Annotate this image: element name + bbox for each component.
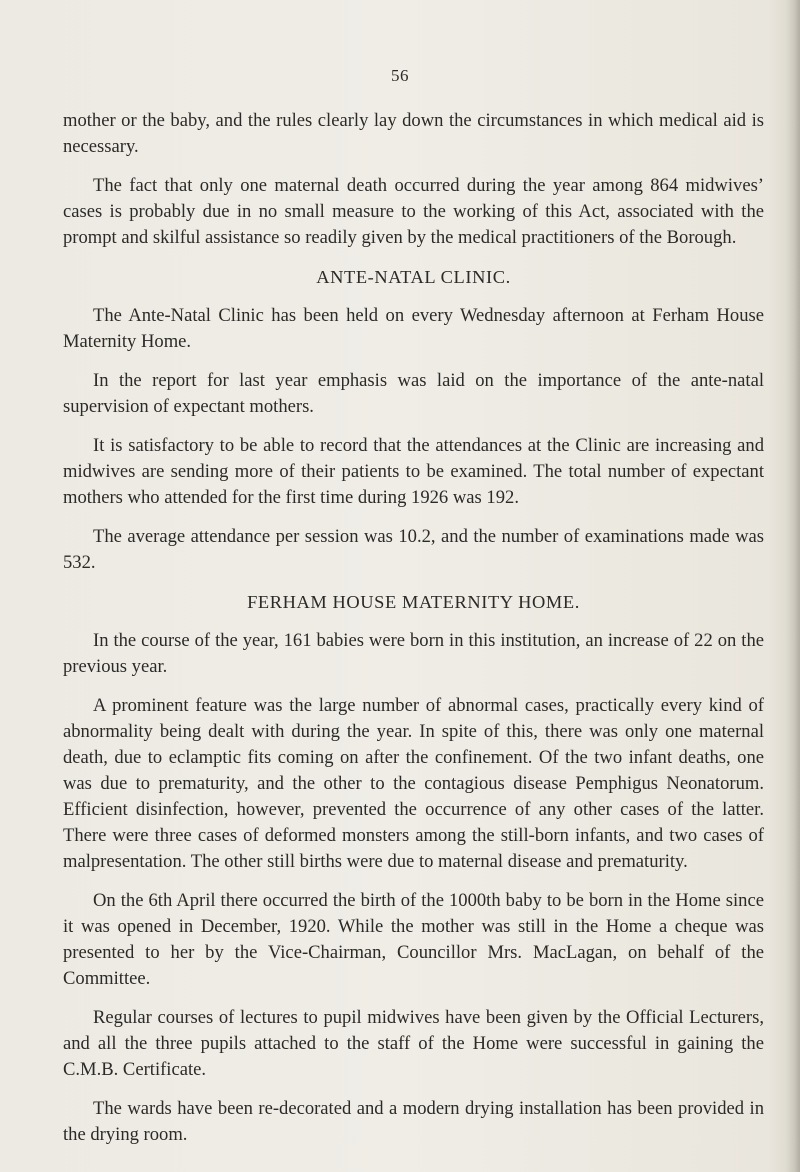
page-edge-shadow — [786, 0, 800, 1172]
paragraph-abnormal-cases: A prominent feature was the large number of abnormal cases, practically every kind of abnormality being dealt with during the year. In spite of this, there was only one maternal death, due to eclamptic fits coming on after the confinement. Of the two infant deaths, one was due to prematurity, and the other to the contagious disease Pemphigus Neonatorum. Efficient disinfection, however, prevented the occurrence of any other cases of the latter. There were three cases of deformed monsters among the still-born infants, and two cases of malpresentation. The other still births were due to maternal disease and prematurity. — [63, 695, 764, 872]
paragraph-lectures: Regular courses of lectures to pupil midwives have been given by the Official Lecturers, and all the three pupils attached to the staff of the Home were successful in gaining the C.M.B. Certificate. — [63, 1007, 764, 1080]
document-body — [63, 108, 764, 1161]
paragraph-last-year-report: In the report for last year emphasis was laid on the importance of the ante-natal supervision of expectant mothers. — [63, 370, 764, 417]
heading-ante-natal-clinic: ANTE-NATAL CLINIC. — [316, 267, 511, 287]
paragraph-continuation: mother or the baby, and the rules clearly lay down the circumstances in which medical aid is necessary. — [63, 110, 764, 157]
heading-ferham-house: FERHAM HOUSE MATERNITY HOME. — [247, 592, 580, 612]
paragraph-clinic-schedule: The Ante-Natal Clinic has been held on every Wednesday afternoon at Ferham House Maternity Home. — [63, 305, 764, 352]
paragraph-average-attendance: The average attendance per session was 10.2, and the number of examinations made was 532. — [63, 526, 764, 573]
page-number: 56 — [391, 66, 409, 85]
paragraph-wards: The wards have been re-decorated and a modern drying installation has been provided in the drying room. — [63, 1098, 764, 1145]
paragraph-attendances: It is satisfactory to be able to record that the attendances at the Clinic are increasing and midwives are sending more of their patients to be examined. The total number of expectant mothers who attended for the first time during 1926 was 192. — [63, 435, 764, 508]
paragraph-births: In the course of the year, 161 babies were born in this institution, an increase of 22 on the previous year. — [63, 630, 764, 677]
paragraph-maternal-death: The fact that only one maternal death occurred during the year among 864 midwives’ cases is probably due in no small measure to the working of this Act, associated with the prompt and skilful assistance so readily given by the medical practitioners of the Borough. — [63, 175, 764, 248]
paragraph-1000th-baby: On the 6th April there occurred the birth of the 1000th baby to be born in the Home since it was opened in December, 1920. While the mother was still in the Home a cheque was presented to her by the Vice-Chairman, Councillor Mrs. MacLagan, on behalf of the Committee. — [63, 890, 764, 989]
